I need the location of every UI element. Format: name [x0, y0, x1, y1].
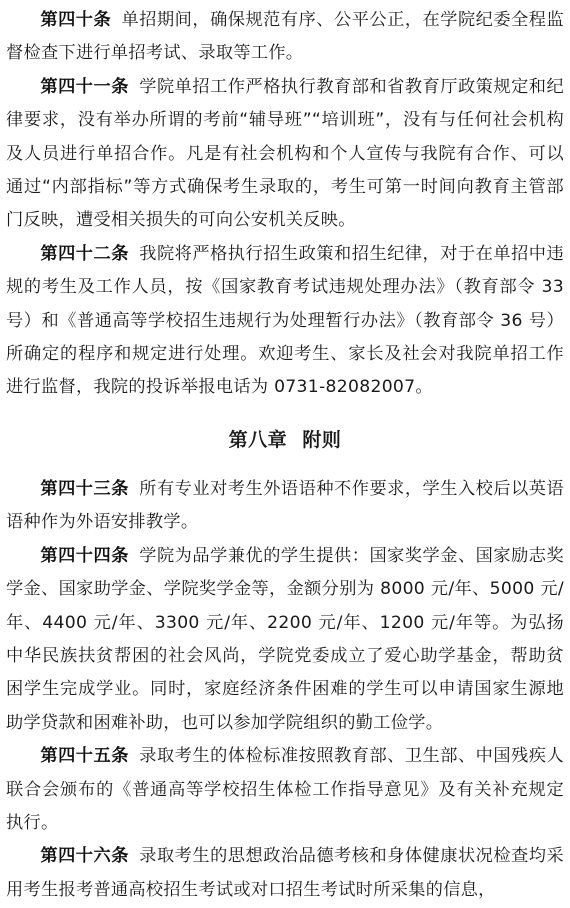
- article-text: 学院单招工作严格执行教育部和省教育厅政策规定和纪律要求，没有举办所谓的考前“辅导班”“培训班”，没有与任何社会机构及人员进行单招合作。凡是有社会机构和个人宣传与我院有合作、可以通过“内部指标”等方式确保考生录取的，考生可第一时间向教育主管部门反映，遭受相关损失的可向公安机关反映。: [6, 76, 564, 231]
- article-number: 第四十二条: [40, 243, 129, 264]
- article-number: 第四十一条: [40, 76, 129, 97]
- article-text: 单招期间，确保规范有序、公平公正，在学院纪委全程监督检查下进行单招考试、录取等工作。: [6, 10, 564, 64]
- article-text: 所有专业对考生外语语种不作要求，学生入校后以英语语种作为外语安排教学。: [6, 478, 564, 533]
- article-text: 我院将严格执行招生政策和招生纪律，对于在单招中违规的考生及工作人员，按《国家教育考试违规处理办法》（教育部令 33 号）和《普通高等学校招生违规行为处理暂行办法》（教育部令 36 号）所确定的程序和规定进行处理。欢迎考生、家长及社会对我院单招工作进行监督，我院的投诉举报电话为 0731-82082007。: [6, 243, 564, 398]
- article-40: [6, 4, 564, 71]
- article-number: 第四十三条: [40, 478, 129, 499]
- article-number: 第四十五条: [40, 746, 129, 767]
- article-text: 学院为品学兼优的学生提供：国家奖学金、国家励志奖学金、国家助学金、学院奖学金等，金额分别为 8000 元/年、5000 元/年、4400 元/年、3300 元/年、2200 元/年、1200 元/年等。为弘扬中华民族扶贫帮困的社会风尚，学院党委成立了爱心助学基金，帮助贫困学生完成学业。同时，家庭经济条件困难的学生可以申请国家生源地助学贷款和困难补助，也可以参加学院组织的勤工俭学。: [6, 545, 564, 733]
- article-text: 录取考生的思想政治品德考核和身体健康状况检查均采用考生报考普通高校招生考试或对口招生考试时所采集的信息，: [6, 846, 564, 900]
- chapter-number: 第八章: [228, 428, 288, 451]
- chapter-heading: [6, 425, 564, 455]
- article-text: 录取考生的体检标准按照教育部、卫生部、中国残疾人联合会颁布的《普通高等学校招生体检工作指导意见》及有关补充规定执行。: [6, 746, 564, 833]
- article-42: [6, 238, 564, 405]
- article-number: 第四十四条: [40, 545, 129, 566]
- chapter-title: 附则: [302, 428, 342, 451]
- article-43: [6, 473, 564, 540]
- article-46: [6, 840, 564, 907]
- article-number: 第四十条: [40, 10, 112, 30]
- article-45: [6, 740, 564, 840]
- article-number: 第四十六条: [40, 846, 129, 867]
- article-41: [6, 71, 564, 238]
- article-44: [6, 540, 564, 740]
